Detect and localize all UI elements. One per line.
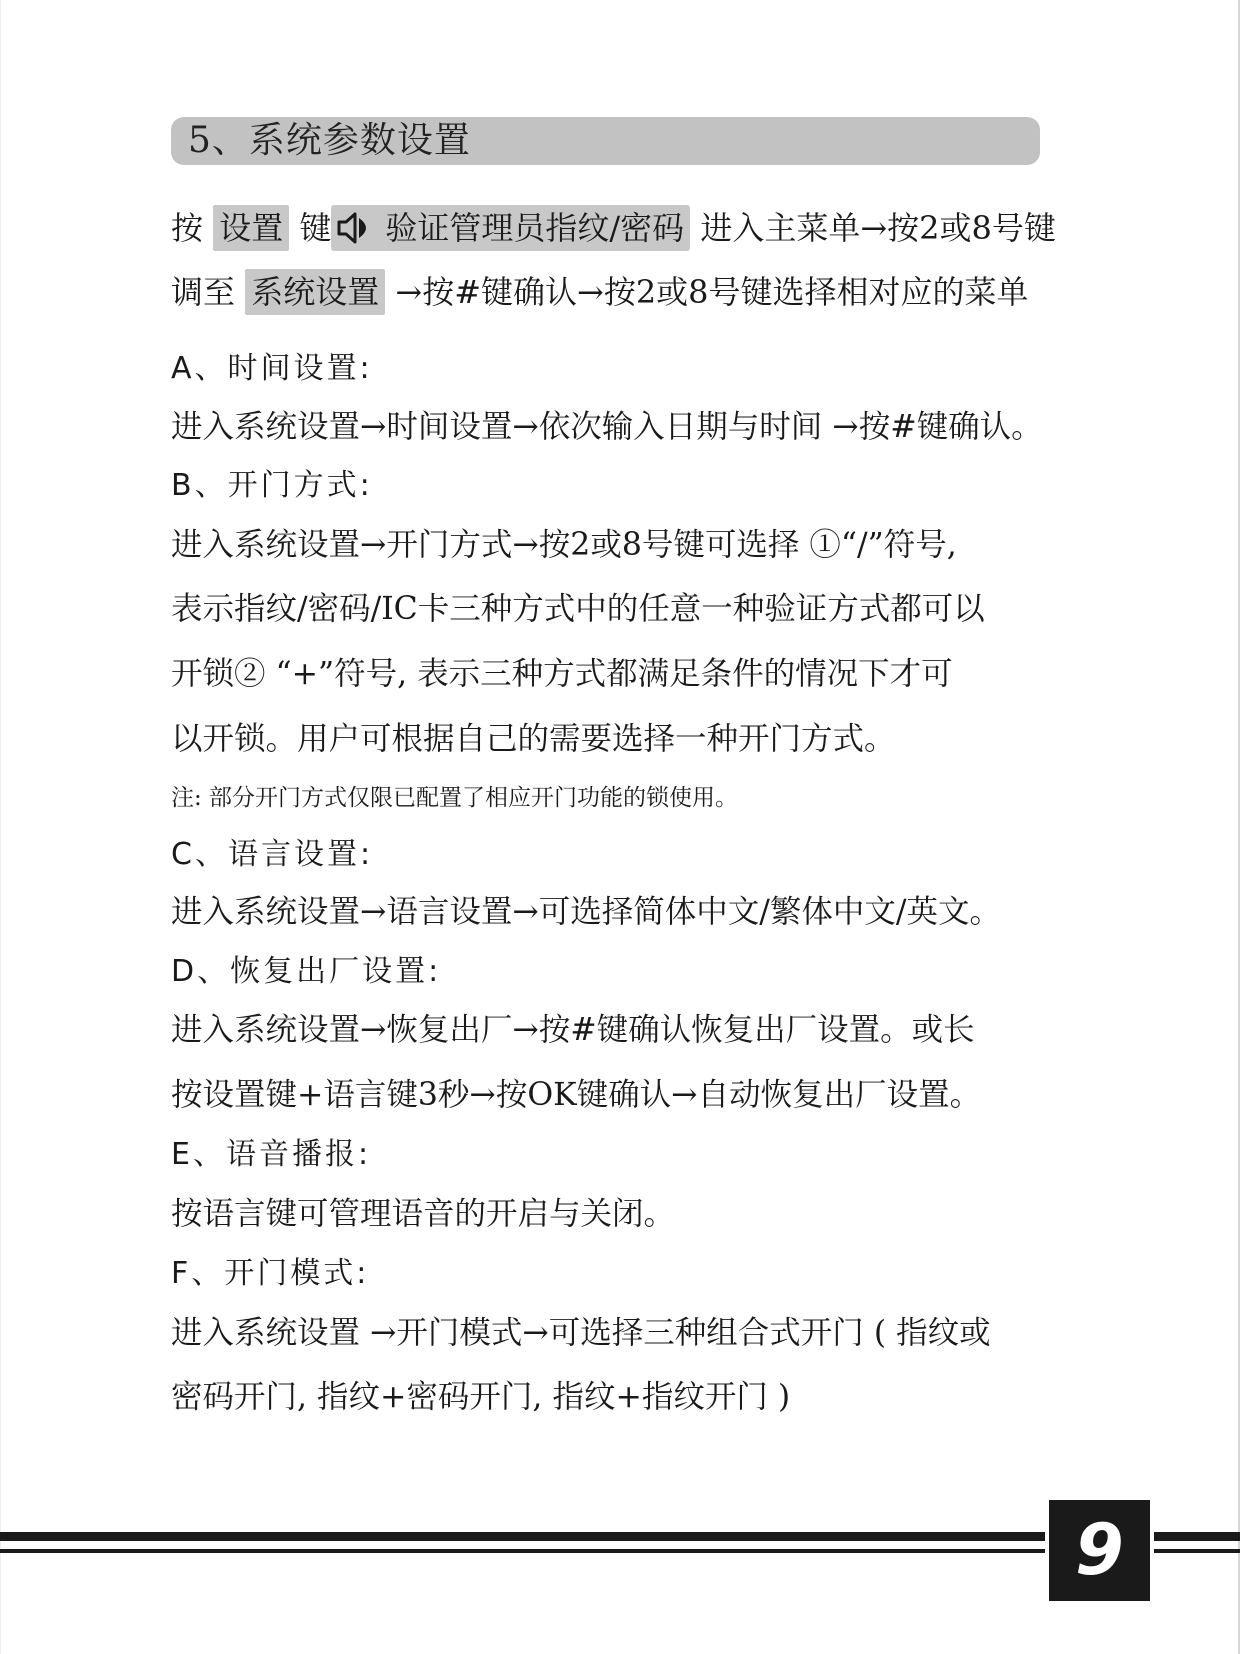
- section-c-heading: C、语言设置:: [171, 837, 374, 872]
- section-d-heading: D、恢复出厂设置:: [171, 954, 442, 989]
- section-a-line-1: 进入系统设置→时间设置→依次输入日期与时间 →按#键确认。: [171, 409, 1043, 445]
- verify-admin-key: [331, 205, 690, 251]
- page-number: 9: [1075, 1509, 1124, 1591]
- section-b-line-1: 进入系统设置→开门方式→按2或8号键可选择 ①“/”符号,: [171, 527, 957, 563]
- section-d-line-1: 进入系统设置→恢复出厂→按#键确认恢复出厂设置。或长: [171, 1012, 975, 1048]
- system-settings-label: 系统设置: [245, 269, 385, 315]
- section-b-line-4: 以开锁。用户可根据自己的需要选择一种开门方式。: [171, 721, 896, 757]
- section-b-line-2: 表示指纹/密码/IC卡三种方式中的任意一种验证方式都可以: [171, 591, 985, 627]
- intro-text: 调至: [171, 273, 236, 311]
- section-f-line-1: 进入系统设置 →开门模式→可选择三种组合式开门 ( 指纹或: [171, 1315, 991, 1351]
- speaker-icon: [335, 210, 377, 246]
- intro-text: 按: [171, 209, 204, 247]
- section-d-line-2: 按设置键+语言键3秒→按OK键确认→自动恢复出厂设置。: [171, 1077, 982, 1113]
- intro-text: 键: [299, 209, 332, 247]
- section-b-heading: B、开门方式:: [171, 468, 373, 503]
- verify-admin-key-label: 验证管理员指纹/密码: [385, 209, 685, 247]
- section-e-heading: E、语音播报:: [171, 1137, 372, 1172]
- intro-line-2: [171, 272, 1029, 312]
- section-title: 5、系统参数设置: [188, 120, 471, 161]
- section-b-note: 注: 部分开门方式仅限已配置了相应开门功能的锁使用。: [171, 785, 739, 811]
- page-left-edge: [0, 0, 1, 1654]
- intro-text: →按#键确认→按2或8号键选择相对应的菜单: [395, 273, 1029, 311]
- section-f-line-2: 密码开门, 指纹+密码开门, 指纹+指纹开门 ): [171, 1379, 791, 1415]
- section-e-line-1: 按语言键可管理语音的开启与关闭。: [171, 1196, 676, 1232]
- section-b-line-3: 开锁② “+”符号, 表示三种方式都满足条件的情况下才可: [171, 656, 953, 692]
- settings-key-label: 设置: [213, 205, 289, 251]
- section-f-heading: F、开门模式:: [171, 1256, 370, 1291]
- intro-text: 进入主菜单→按2或8号键: [700, 209, 1056, 247]
- intro-line-1: [171, 208, 1056, 248]
- section-c-line-1: 进入系统设置→语言设置→可选择简体中文/繁体中文/英文。: [171, 894, 1002, 930]
- section-a-heading: A、时间设置:: [171, 351, 373, 386]
